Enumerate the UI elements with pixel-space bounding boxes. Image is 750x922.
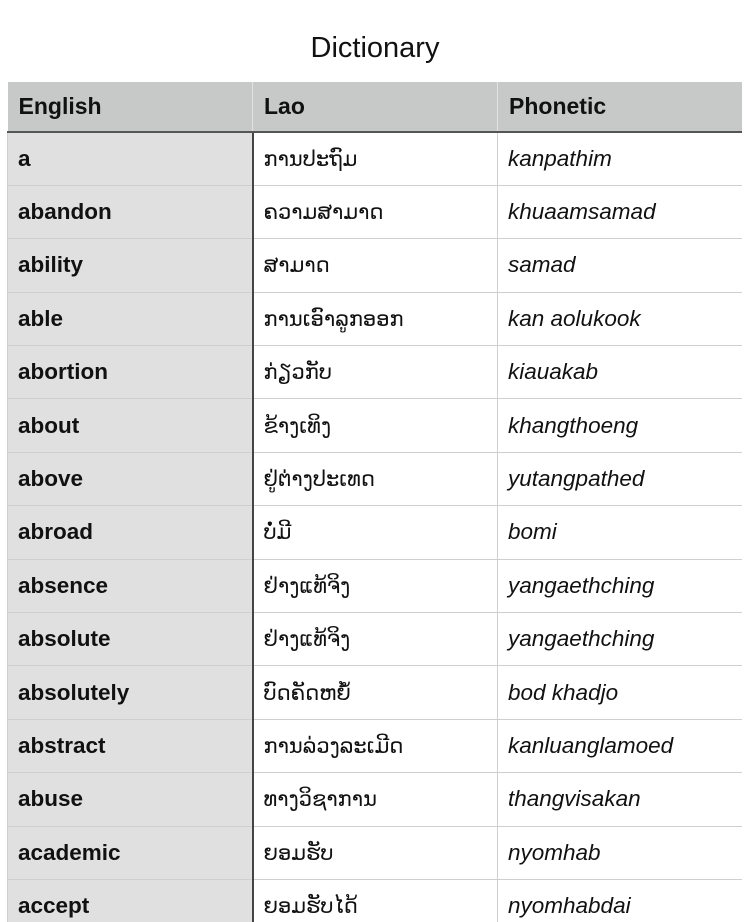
table-row[interactable] <box>8 879 743 922</box>
cell-phonetic[interactable]: kanpathim <box>498 132 743 185</box>
table-row[interactable] <box>8 613 743 666</box>
cell-phonetic[interactable]: thangvisakan <box>498 773 743 826</box>
cell-phonetic[interactable]: yangaethching <box>498 559 743 612</box>
table-row[interactable] <box>8 826 743 879</box>
table-row[interactable] <box>8 506 743 559</box>
cell-english[interactable]: above <box>8 452 253 505</box>
cell-lao[interactable]: ການປະຖົມ <box>253 132 498 185</box>
cell-phonetic[interactable]: bomi <box>498 506 743 559</box>
cell-phonetic[interactable]: nyomhab <box>498 826 743 879</box>
cell-lao[interactable]: ຍອມຮັບ <box>253 826 498 879</box>
cell-english[interactable]: absolute <box>8 613 253 666</box>
cell-phonetic[interactable]: samad <box>498 239 743 292</box>
table-row[interactable] <box>8 773 743 826</box>
table-row[interactable] <box>8 719 743 772</box>
cell-english[interactable]: able <box>8 292 253 345</box>
cell-lao[interactable]: ຢູ່ຕ່າງປະເທດ <box>253 452 498 505</box>
cell-lao[interactable]: ບໍ່ມີ <box>253 506 498 559</box>
cell-english[interactable]: ability <box>8 239 253 292</box>
cell-lao[interactable]: ຢ່າງແທ້ຈິງ <box>253 559 498 612</box>
cell-lao[interactable]: ຍອມຮັບໄດ້ <box>253 879 498 922</box>
cell-english[interactable]: accept <box>8 879 253 922</box>
cell-english[interactable]: absolutely <box>8 666 253 719</box>
cell-phonetic[interactable]: kanluanglamoed <box>498 719 743 772</box>
table-row[interactable] <box>8 399 743 452</box>
cell-lao[interactable]: ຂ້າງເທິງ <box>253 399 498 452</box>
cell-english[interactable]: about <box>8 399 253 452</box>
table-row[interactable] <box>8 239 743 292</box>
column-header-english[interactable]: English <box>8 82 253 132</box>
table-row[interactable] <box>8 346 743 399</box>
dictionary-table-container[interactable] <box>7 82 742 922</box>
cell-lao[interactable]: ກ່ຽວກັບ <box>253 346 498 399</box>
cell-english[interactable]: absence <box>8 559 253 612</box>
cell-lao[interactable]: ທາງວິຊາການ <box>253 773 498 826</box>
cell-phonetic[interactable]: kan aolukook <box>498 292 743 345</box>
cell-phonetic[interactable]: khangthoeng <box>498 399 743 452</box>
page-title: Dictionary <box>310 32 440 64</box>
cell-english[interactable]: a <box>8 132 253 185</box>
cell-phonetic[interactable]: bod khadjo <box>498 666 743 719</box>
table-row[interactable] <box>8 452 743 505</box>
column-header-lao[interactable]: Lao <box>253 82 498 132</box>
cell-phonetic[interactable]: nyomhabdai <box>498 879 743 922</box>
table-row[interactable] <box>8 292 743 345</box>
cell-phonetic[interactable]: yangaethching <box>498 613 743 666</box>
cell-english[interactable]: abortion <box>8 346 253 399</box>
dictionary-table <box>7 82 742 922</box>
table-row[interactable] <box>8 666 743 719</box>
table-row[interactable] <box>8 132 743 185</box>
cell-lao[interactable]: ບົດຄັດຫຍໍ້ <box>253 666 498 719</box>
cell-phonetic[interactable]: yutangpathed <box>498 452 743 505</box>
cell-phonetic[interactable]: kiauakab <box>498 346 743 399</box>
cell-english[interactable]: abuse <box>8 773 253 826</box>
column-header-phonetic[interactable]: Phonetic <box>498 82 743 132</box>
cell-lao[interactable]: ການລ່ວງລະເມີດ <box>253 719 498 772</box>
table-header-row <box>8 82 743 132</box>
cell-english[interactable]: abstract <box>8 719 253 772</box>
cell-lao[interactable]: ສາມາດ <box>253 239 498 292</box>
cell-english[interactable]: abandon <box>8 185 253 238</box>
table-row[interactable] <box>8 559 743 612</box>
cell-lao[interactable]: ຢ່າງແທ້ຈິງ <box>253 613 498 666</box>
cell-lao[interactable]: ການເອົາລູກອອກ <box>253 292 498 345</box>
cell-english[interactable]: abroad <box>8 506 253 559</box>
table-row[interactable] <box>8 185 743 238</box>
cell-lao[interactable]: ຄວາມສາມາດ <box>253 185 498 238</box>
cell-phonetic[interactable]: khuaamsamad <box>498 185 743 238</box>
cell-english[interactable]: academic <box>8 826 253 879</box>
